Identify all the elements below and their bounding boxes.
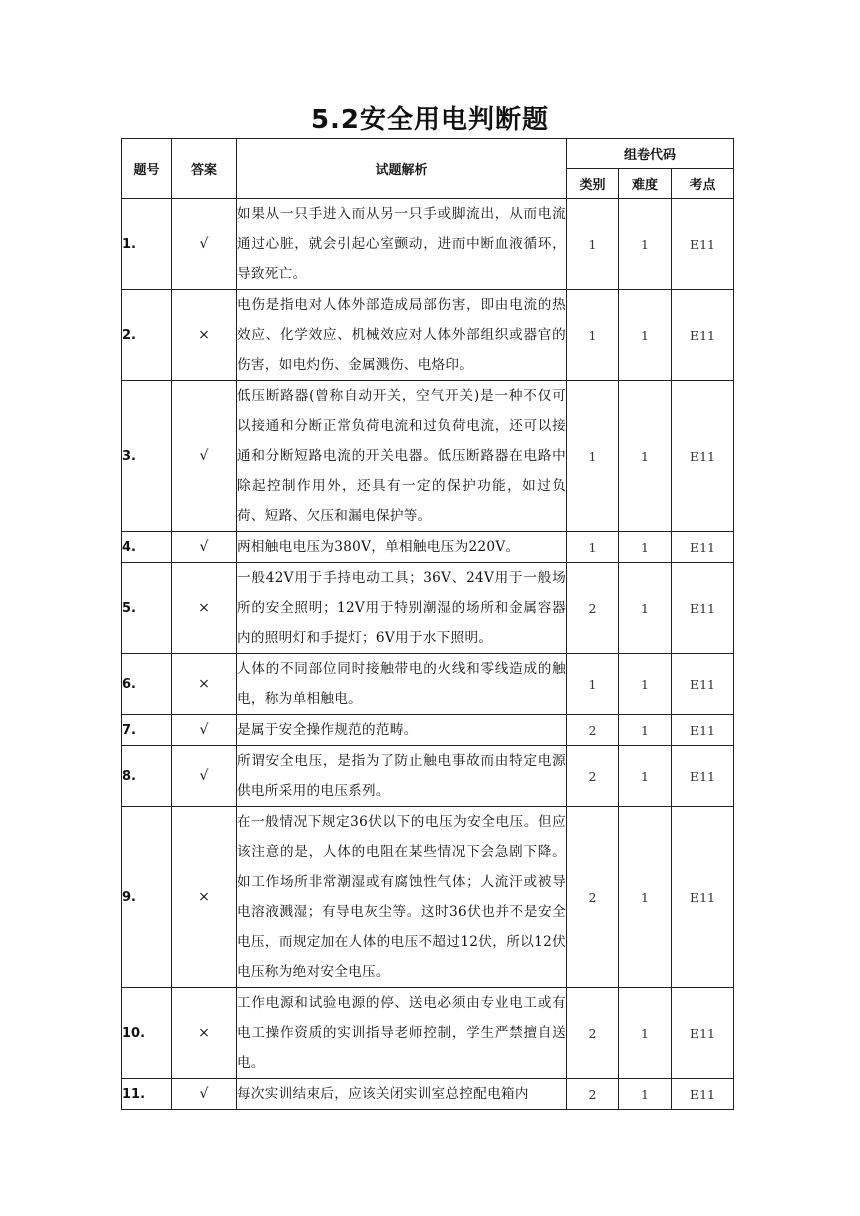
table-row [122, 381, 734, 532]
row-point: E11 [672, 1079, 734, 1110]
header-category: 类别 [567, 169, 619, 199]
row-answer: √ [172, 1079, 237, 1110]
table-row [122, 654, 734, 715]
row-explanation: 两相触电电压为380V，单相触电压为220V。 [237, 532, 567, 563]
row-explanation: 一般42V用于手持电动工具；36V、24V用于一般场所的安全照明；12V用于特别潮湿的场所和金属容器内的照明灯和手提灯；6V用于水下照明。 [237, 563, 567, 654]
row-explanation: 每次实训结束后，应该关闭实训室总控配电箱内 [237, 1079, 567, 1110]
row-num: 10. [122, 988, 172, 1079]
row-category: 2 [567, 715, 619, 746]
row-explanation: 电伤是指电对人体外部造成局部伤害，即由电流的热效应、化学效应、机械效应对人体外部组织或器官的伤害，如电灼伤、金属溅伤、电烙印。 [237, 290, 567, 381]
page-title: 5.2安全用电判断题 [310, 105, 550, 135]
row-difficulty: 1 [619, 532, 672, 563]
question-table [121, 138, 734, 1110]
row-num: 2. [122, 290, 172, 381]
row-num: 5. [122, 563, 172, 654]
row-num: 6. [122, 654, 172, 715]
row-category: 2 [567, 988, 619, 1079]
row-answer: √ [172, 532, 237, 563]
row-category: 2 [567, 807, 619, 988]
header-difficulty: 难度 [619, 169, 672, 199]
row-answer: √ [172, 715, 237, 746]
table-row [122, 563, 734, 654]
row-explanation: 低压断路器(曾称自动开关，空气开关)是一种不仅可以接通和分断正常负荷电流和过负荷电流，还可以接通和分断短路电流的开关电器。低压断路器在电路中除起控制作用外，还具有一定的保护功能，如过负荷、短路、欠压和漏电保护等。 [237, 381, 567, 532]
row-answer: √ [172, 746, 237, 807]
row-num: 11. [122, 1079, 172, 1110]
row-category: 2 [567, 1079, 619, 1110]
row-point: E11 [672, 654, 734, 715]
table-body [122, 199, 734, 1110]
row-point: E11 [672, 381, 734, 532]
header-num: 题号 [122, 139, 172, 199]
table-row [122, 746, 734, 807]
row-difficulty: 1 [619, 563, 672, 654]
row-difficulty: 1 [619, 746, 672, 807]
row-num: 4. [122, 532, 172, 563]
row-category: 2 [567, 563, 619, 654]
row-point: E11 [672, 807, 734, 988]
row-difficulty: 1 [619, 988, 672, 1079]
row-point: E11 [672, 199, 734, 290]
row-answer: × [172, 654, 237, 715]
row-explanation: 人体的不同部位同时接触带电的火线和零线造成的触电，称为单相触电。 [237, 654, 567, 715]
row-difficulty: 1 [619, 807, 672, 988]
row-difficulty: 1 [619, 1079, 672, 1110]
row-answer: × [172, 807, 237, 988]
row-answer: × [172, 290, 237, 381]
row-difficulty: 1 [619, 381, 672, 532]
table-row [122, 807, 734, 988]
row-category: 1 [567, 290, 619, 381]
row-num: 9. [122, 807, 172, 988]
row-point: E11 [672, 715, 734, 746]
table-row [122, 988, 734, 1079]
row-answer: √ [172, 381, 237, 532]
row-explanation: 是属于安全操作规范的范畴。 [237, 715, 567, 746]
header-point: 考点 [672, 169, 734, 199]
table-row [122, 715, 734, 746]
row-num: 8. [122, 746, 172, 807]
row-answer: × [172, 988, 237, 1079]
row-explanation: 如果从一只手进入而从另一只手或脚流出，从而电流通过心脏，就会引起心室颤动，进而中断血液循环，导致死亡。 [237, 199, 567, 290]
row-num: 7. [122, 715, 172, 746]
header-answer: 答案 [172, 139, 237, 199]
row-answer: × [172, 563, 237, 654]
row-category: 1 [567, 199, 619, 290]
row-difficulty: 1 [619, 654, 672, 715]
header-explanation: 试题解析 [237, 139, 567, 199]
row-difficulty: 1 [619, 715, 672, 746]
row-point: E11 [672, 290, 734, 381]
table-row [122, 532, 734, 563]
row-difficulty: 1 [619, 199, 672, 290]
row-point: E11 [672, 988, 734, 1079]
row-num: 3. [122, 381, 172, 532]
row-category: 1 [567, 654, 619, 715]
header-group-code: 组卷代码 [567, 139, 734, 169]
table-row [122, 199, 734, 290]
row-category: 1 [567, 381, 619, 532]
table-row [122, 290, 734, 381]
row-answer: √ [172, 199, 237, 290]
row-explanation: 所谓安全电压，是指为了防止触电事故而由特定电源供电所采用的电压系列。 [237, 746, 567, 807]
row-point: E11 [672, 563, 734, 654]
row-difficulty: 1 [619, 290, 672, 381]
row-explanation: 在一般情况下规定36伏以下的电压为安全电压。但应该注意的是，人体的电阻在某些情况下会急剧下降。如工作场所非常潮湿或有腐蚀性气体；人流汗或被导电溶液溅湿；有导电灰尘等。这时36伏也并不是安全电压，而规定加在人体的电压不超过12伏，所以12伏电压称为绝对安全电压。 [237, 807, 567, 988]
table-row [122, 1079, 734, 1110]
row-category: 2 [567, 746, 619, 807]
row-point: E11 [672, 746, 734, 807]
row-num: 1. [122, 199, 172, 290]
row-category: 1 [567, 532, 619, 563]
row-explanation: 工作电源和试验电源的停、送电必须由专业电工或有电工操作资质的实训指导老师控制，学生严禁擅自送电。 [237, 988, 567, 1079]
row-point: E11 [672, 532, 734, 563]
